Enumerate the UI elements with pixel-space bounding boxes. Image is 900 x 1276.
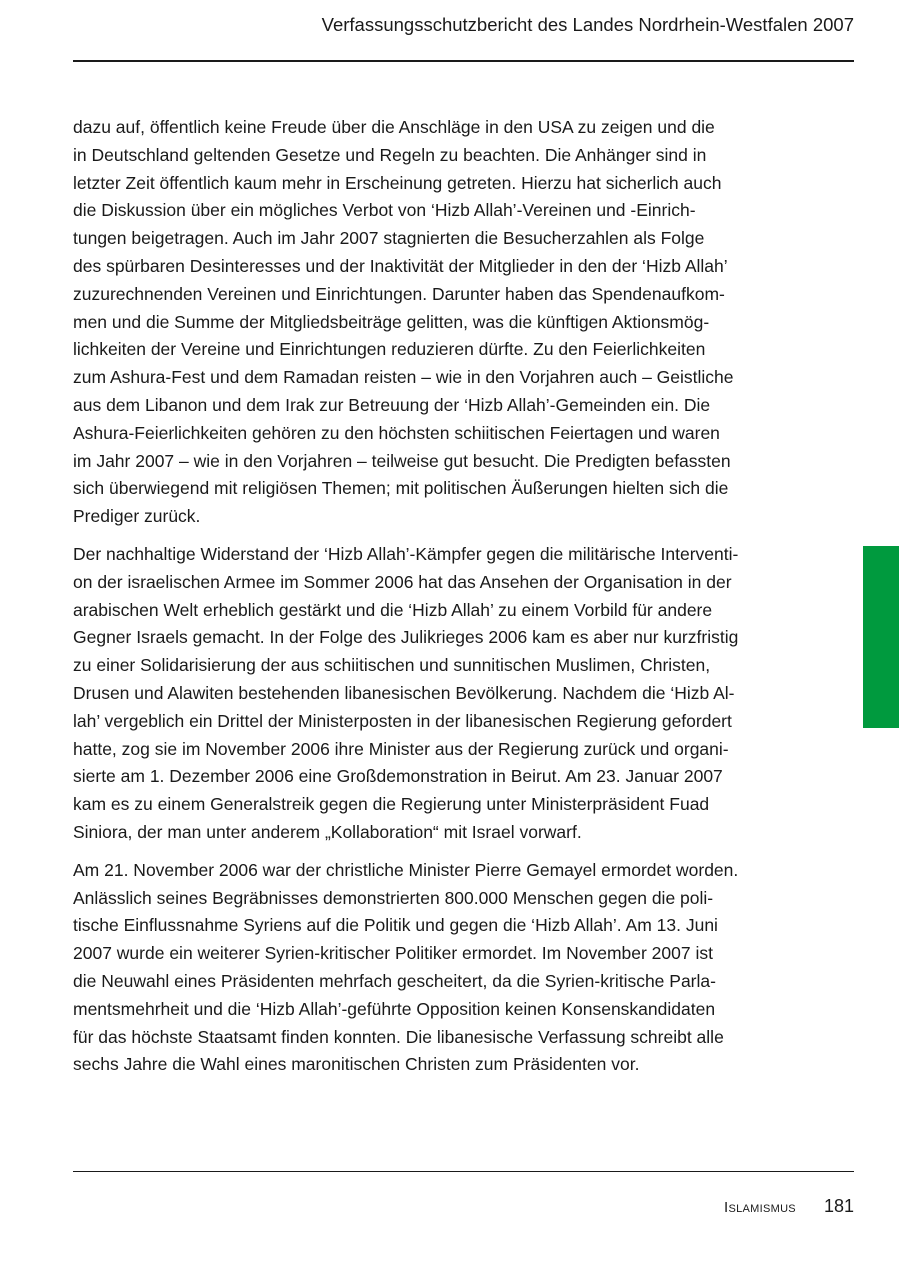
text-line: men und die Summe der Mitgliedsbeiträge gelitten, was die künftigen Aktionsmög-: [73, 311, 710, 332]
text-line: tische Einflussnahme Syriens auf die Politik und gegen die ‘Hizb Allah’. Am 13. Juni: [73, 915, 718, 936]
text-line: aus dem Libanon und dem Irak zur Betreuung der ‘Hizb Allah’-Gemeinden ein. Die: [73, 394, 711, 415]
page-number: 181: [823, 1196, 854, 1216]
text-line: hatte, zog sie im November 2006 ihre Minister aus der Regierung zurück und organi-: [73, 738, 729, 759]
text-line: sierte am 1. Dezember 2006 eine Großdemonstration in Beirut. Am 23. Januar 2007: [73, 766, 723, 787]
text-line: lah’ vergeblich ein Drittel der Ministerposten in der libanesischen Regierung gefordert: [73, 710, 732, 731]
text-line: die Diskussion über ein mögliches Verbot von ‘Hizb Allah’-Vereinen und -Einrich-: [73, 200, 696, 221]
text-line: letzter Zeit öffentlich kaum mehr in Erscheinung getreten. Hierzu hat sicherlich auch: [73, 172, 722, 193]
section-label: Islamismus: [723, 1199, 796, 1216]
footer-divider: [73, 1171, 854, 1172]
text-line: kam es zu einem Generalstreik gegen die Regierung unter Ministerpräsident Fuad: [73, 794, 710, 815]
paragraph: [73, 114, 813, 531]
text-line: lichkeiten der Vereine und Einrichtungen reduzieren dürfte. Zu den Feierlichkeiten: [73, 339, 706, 360]
text-line: Der nachhaltige Widerstand der ‘Hizb Allah’-Kämpfer gegen die militärische Interventi-: [73, 543, 739, 564]
paragraph: [73, 857, 813, 1079]
text-line: zu einer Solidarisierung der aus schiitischen und sunnitischen Muslimen, Christen,: [73, 655, 711, 676]
text-line: in Deutschland geltenden Gesetze und Regeln zu beachten. Die Anhänger sind in: [73, 144, 707, 165]
header-title: Verfassungsschutzbericht des Landes Nordrhein-Westfalen 2007: [321, 14, 854, 35]
text-line: arabischen Welt erheblich gestärkt und die ‘Hizb Allah’ zu einem Vorbild für andere: [73, 599, 713, 620]
paragraph: [73, 541, 813, 847]
text-line: die Neuwahl eines Präsidenten mehrfach gescheitert, da die Syrien-kritische Parla-: [73, 970, 716, 991]
text-line: für das höchste Staatsamt finden konnten. Die libanesische Verfassung schreibt alle: [73, 1026, 724, 1047]
text-line: sich überwiegend mit religiösen Themen; mit politischen Äußerungen hielten sich die: [73, 478, 729, 499]
page-footer: [724, 1196, 854, 1217]
text-line: on der israelischen Armee im Sommer 2006 hat das Ansehen der Organisation in der: [73, 571, 732, 592]
chapter-tab-marker: [863, 546, 899, 728]
body-text: [73, 114, 813, 1089]
header-divider: [73, 60, 854, 62]
text-line: zuzurechnenden Vereinen und Einrichtungen. Darunter haben das Spendenaufkom-: [73, 283, 725, 304]
text-line: Ashura-Feierlichkeiten gehören zu den höchsten schiitischen Feiertagen und waren: [73, 422, 720, 443]
text-line: Am 21. November 2006 war der christliche Minister Pierre Gemayel ermordet worden.: [73, 859, 739, 880]
text-line: 2007 wurde ein weiterer Syrien-kritischer Politiker ermordet. Im November 2007 ist: [73, 943, 713, 964]
text-line: im Jahr 2007 – wie in den Vorjahren – teilweise gut besucht. Die Predigten befassten: [73, 450, 731, 471]
text-line: des spürbaren Desinteresses und der Inaktivität der Mitglieder in den der ‘Hizb Allah’: [73, 255, 728, 276]
text-line: tungen beigetragen. Auch im Jahr 2007 stagnierten die Besucherzahlen als Folge: [73, 228, 705, 249]
text-line: Anlässlich seines Begräbnisses demonstrierten 800.000 Menschen gegen die poli-: [73, 887, 714, 908]
text-line: Prediger zurück.: [73, 506, 201, 527]
text-line: Gegner Israels gemacht. In der Folge des Julikrieges 2006 kam es aber nur kurzfristig: [73, 627, 739, 648]
text-line: sechs Jahre die Wahl eines maronitischen Christen zum Präsidenten vor.: [73, 1054, 640, 1075]
text-line: dazu auf, öffentlich keine Freude über die Anschläge in den USA zu zeigen und die: [73, 117, 715, 137]
text-line: mentsmehrheit und die ‘Hizb Allah’-geführte Opposition keinen Konsenskandidaten: [73, 998, 716, 1019]
text-line: Drusen und Alawiten bestehenden libanesischen Bevölkerung. Nachdem die ‘Hizb Al-: [73, 682, 735, 703]
text-line: zum Ashura-Fest und dem Ramadan reisten – wie in den Vorjahren auch – Geistliche: [73, 367, 734, 388]
text-line: Siniora, der man unter anderem „Kollaboration“ mit Israel vorwarf.: [73, 821, 582, 842]
